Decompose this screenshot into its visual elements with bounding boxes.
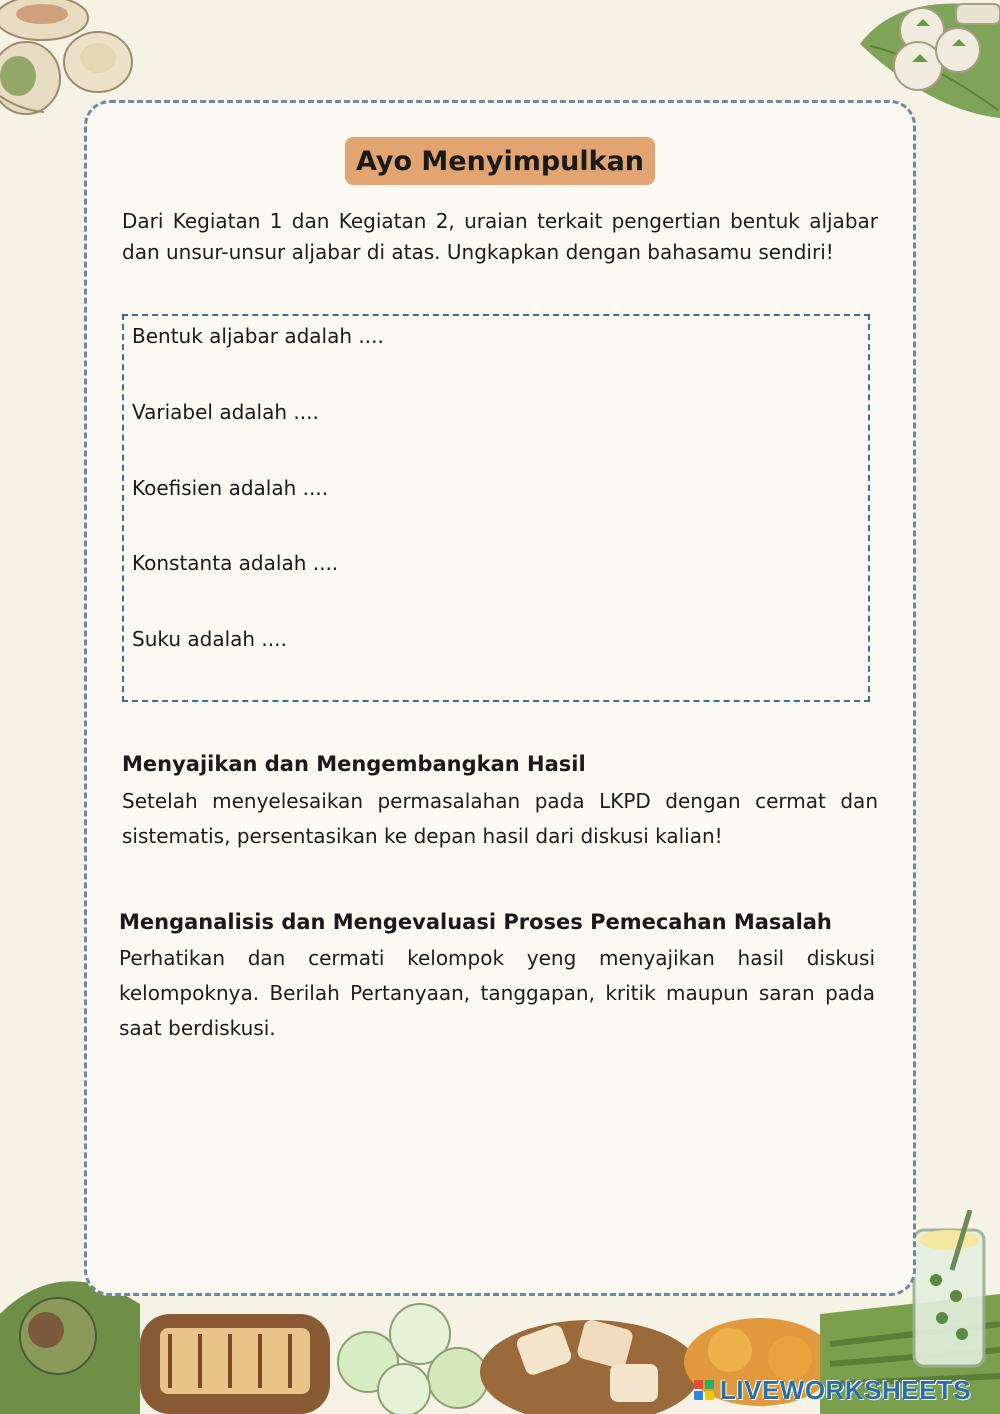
section-body-menganalisis: Perhatikan dan cermati kelompok yeng menyajikan hasil diskusi kelompoknya. Berilah Pertanyaan, tanggapan, kritik maupun saran pada saat berdiskusi. bbox=[119, 946, 875, 1040]
liveworksheets-logo-icon bbox=[694, 1380, 714, 1400]
answer-bentuk-aljabar: Bentuk aljabar adalah .... bbox=[132, 324, 384, 348]
section-body-menyajikan: Setelah menyelesaikan permasalahan pada LKPD dengan cermat dan sistematis, persentasikan ke depan hasil dari diskusi kalian! bbox=[122, 789, 878, 848]
liveworksheets-brand bbox=[694, 1374, 971, 1406]
intro-text: Dari Kegiatan 1 dan Kegiatan 2, uraian terkait pengertian bentuk aljabar dan unsur-unsur aljabar di atas. Ungkapkan dengan bahasamu sendiri! bbox=[122, 209, 878, 264]
section-heading-menyajikan: Menyajikan dan Mengembangkan Hasil bbox=[122, 752, 586, 776]
brand-text: LIVEWORKSHEETS bbox=[720, 1374, 972, 1405]
answer-suku: Suku adalah .... bbox=[132, 627, 287, 651]
section-heading-menganalisis: Menganalisis dan Mengevaluasi Proses Pemecahan Masalah bbox=[119, 910, 832, 934]
page-title: Ayo Menyimpulkan bbox=[345, 137, 655, 185]
answer-koefisien: Koefisien adalah .... bbox=[132, 476, 329, 500]
answer-konstanta: Konstanta adalah .... bbox=[132, 551, 339, 575]
answer-variabel: Variabel adalah .... bbox=[132, 400, 319, 424]
